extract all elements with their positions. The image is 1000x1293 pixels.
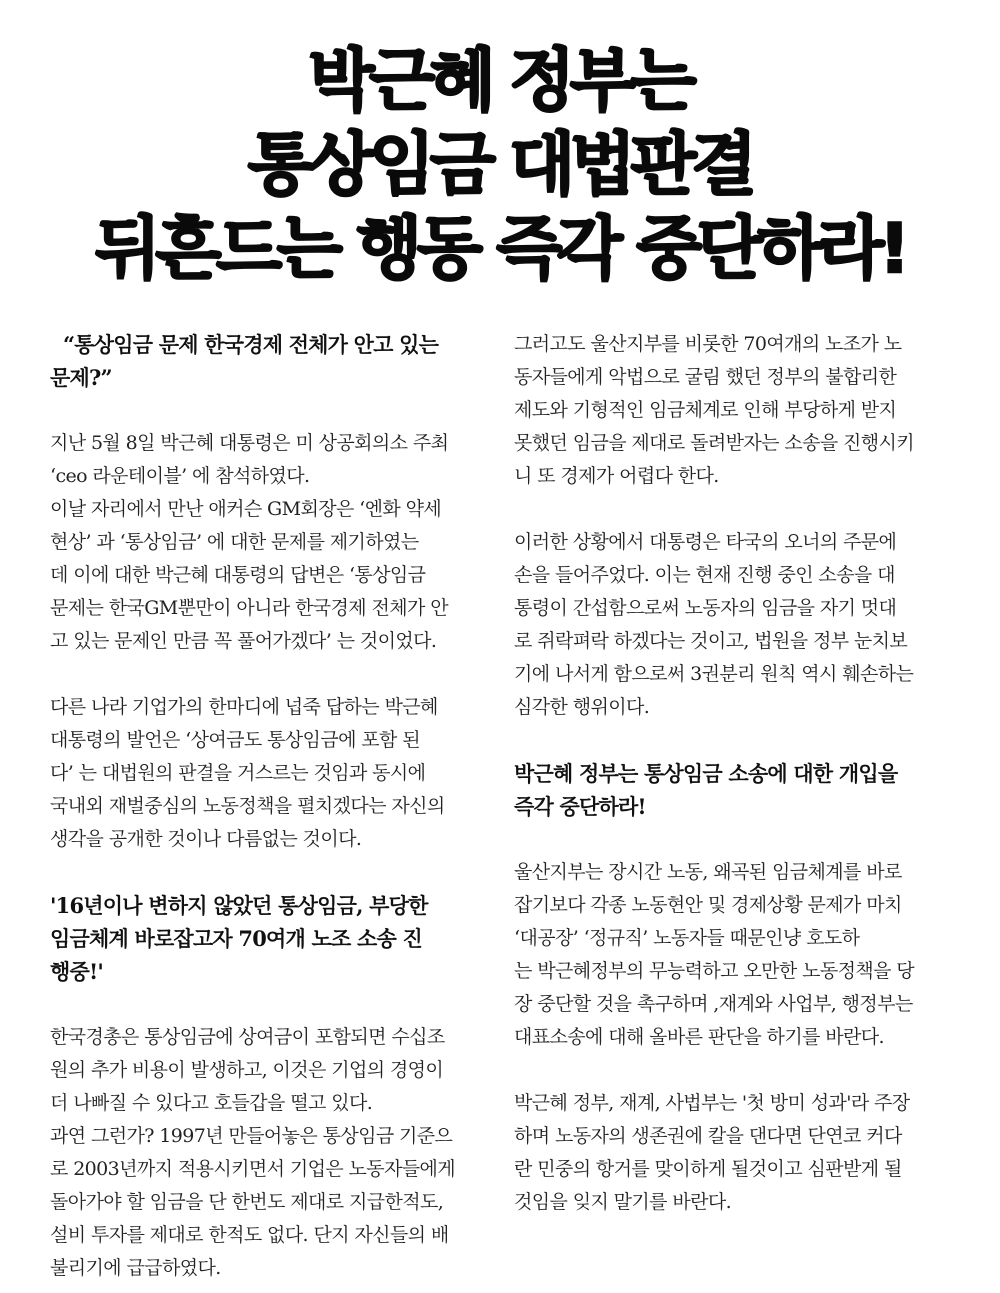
section-heading	[514, 757, 954, 823]
headline	[0, 40, 1000, 292]
paragraph	[50, 1021, 488, 1285]
text-line: 불리기에 급급하였다.	[50, 1257, 221, 1279]
right-column	[514, 328, 954, 1219]
text-line: 그러고도 울산지부를 비롯한 70여개의 노조가 노	[514, 333, 902, 355]
text-line: 다’ 는 대법원의 판결을 거스르는 것임과 동시에	[50, 762, 426, 784]
text-line: 현상’ 과 ‘통상임금’ 에 대한 문제를 제기하였는	[50, 531, 419, 553]
text-line: 란 민중의 항거를 맞이하게 될것이고 심판받게 될	[514, 1158, 902, 1180]
section-heading	[50, 328, 488, 394]
text-line: 하며 노동자의 생존권에 칼을 댄다면 단연코 커다	[514, 1125, 902, 1147]
text-line: 돌아가야 할 임금을 단 한번도 제대로 지급한적도,	[50, 1191, 444, 1213]
text-line: 는 박근혜정부의 무능력하고 오만한 노동정책을 당	[514, 960, 915, 982]
headline-line-1: 박근혜 정부는	[308, 42, 692, 121]
text-line: 것임을 잊지 말기를 바란다.	[514, 1191, 732, 1213]
text-line: 로 쥐락펴락 하겠다는 것이고, 법원을 정부 눈치보	[514, 630, 908, 652]
text-line: 니 또 경제가 어렵다 한다.	[514, 465, 719, 487]
heading-line: 즉각 중단하라!	[514, 794, 646, 819]
text-line: 장 중단할 것을 촉구하며 ,재계와 사업부, 행정부는	[514, 993, 913, 1015]
text-line: 통령이 간섭함으로써 노동자의 임금을 자기 멋대	[514, 597, 897, 619]
paragraph	[514, 328, 954, 493]
heading-line: “통상임금 문제 한국경제 전체가 안고 있는	[50, 332, 439, 357]
left-column	[50, 328, 488, 1285]
section-heading	[50, 889, 488, 988]
text-line: 생각을 공개한 것이나 다름없는 것이다.	[50, 828, 362, 850]
paragraph	[514, 526, 954, 724]
heading-line: '16년이나 변하지 않았던 통상임금, 부당한	[50, 893, 428, 918]
text-line: 대통령의 발언은 ‘상여금도 통상임금에 포함 된	[50, 729, 420, 751]
text-line: 기에 나서게 함으로써 3권분리 원칙 역시 훼손하는	[514, 663, 914, 685]
headline-line-2: 통상임금 대법판결	[247, 126, 753, 205]
text-line: 못했던 임금을 제대로 돌려받자는 소송을 진행시키	[514, 432, 915, 454]
text-line: 더 나빠질 수 있다고 호들갑을 떨고 있다.	[50, 1092, 373, 1114]
text-line: ‘ceo 라운테이블’ 에 참석하였다.	[50, 465, 310, 487]
paragraph	[50, 427, 488, 658]
text-line: 잡기보다 각종 노동현안 및 경제상황 문제가 마치	[514, 894, 902, 916]
paragraph	[514, 856, 954, 1054]
heading-line: 행중!'	[50, 959, 104, 984]
text-line: 다른 나라 기업가의 한마디에 넙죽 답하는 박근혜	[50, 696, 438, 718]
text-line: 울산지부는 장시간 노동, 왜곡된 임금체계를 바로	[514, 861, 902, 883]
text-line: 지난 5월 8일 박근혜 대통령은 미 상공회의소 주최	[50, 432, 449, 454]
paragraph	[514, 1087, 954, 1219]
heading-line: 임금체계 바로잡고자 70여개 노조 소송 진	[50, 926, 422, 951]
text-line: 대표소송에 대해 올바른 판단을 하기를 바란다.	[514, 1026, 884, 1048]
text-line: 동자들에게 악법으로 굴림 했던 정부의 불합리한	[514, 366, 897, 388]
heading-line: 박근혜 정부는 통상임금 소송에 대한 개입을	[514, 761, 898, 786]
text-line: 국내외 재벌중심의 노동정책을 펼치겠다는 자신의	[50, 795, 445, 817]
text-line: 제도와 기형적인 임금체계로 인해 부당하게 받지	[514, 399, 897, 421]
text-line: 로 2003년까지 적용시키면서 기업은 노동자들에게	[50, 1158, 456, 1180]
heading-line: 문제?”	[50, 365, 112, 390]
text-line: 문제는 한국GM뿐만이 아니라 한국경제 전체가 안	[50, 597, 448, 619]
text-line: 데 이에 대한 박근혜 대통령의 답변은 ‘통상임금	[50, 564, 426, 586]
text-line: 손을 들어주었다. 이는 현재 진행 중인 소송을 대	[514, 564, 895, 586]
text-line: 심각한 행위이다.	[514, 696, 650, 718]
text-line: ‘대공장’ ‘정규직’ 노동자들 때문인냥 호도하	[514, 927, 860, 949]
text-line: 설비 투자를 제대로 한적도 없다. 단지 자신들의 배	[50, 1224, 449, 1246]
paragraph	[50, 691, 488, 856]
text-line: 한국경총은 통상임금에 상여금이 포함되면 수십조	[50, 1026, 445, 1048]
text-line: 박근혜 정부, 재계, 사법부는 '첫 방미 성과'라 주장	[514, 1092, 910, 1114]
headline-line-3: 뒤흔드는 행동 즉각 중단하라!	[94, 210, 906, 289]
text-line: 원의 추가 비용이 발생하고, 이것은 기업의 경영이	[50, 1059, 444, 1081]
text-line: 이러한 상황에서 대통령은 타국의 오너의 주문에	[514, 531, 897, 553]
text-line: 이날 자리에서 만난 애커슨 GM회장은 ‘엔화 약세	[50, 498, 442, 520]
text-line: 고 있는 문제인 만큼 꼭 풀어가겠다’ 는 것이었다.	[50, 630, 437, 652]
text-line: 과연 그런가? 1997년 만들어놓은 통상임금 기준으	[50, 1125, 453, 1147]
